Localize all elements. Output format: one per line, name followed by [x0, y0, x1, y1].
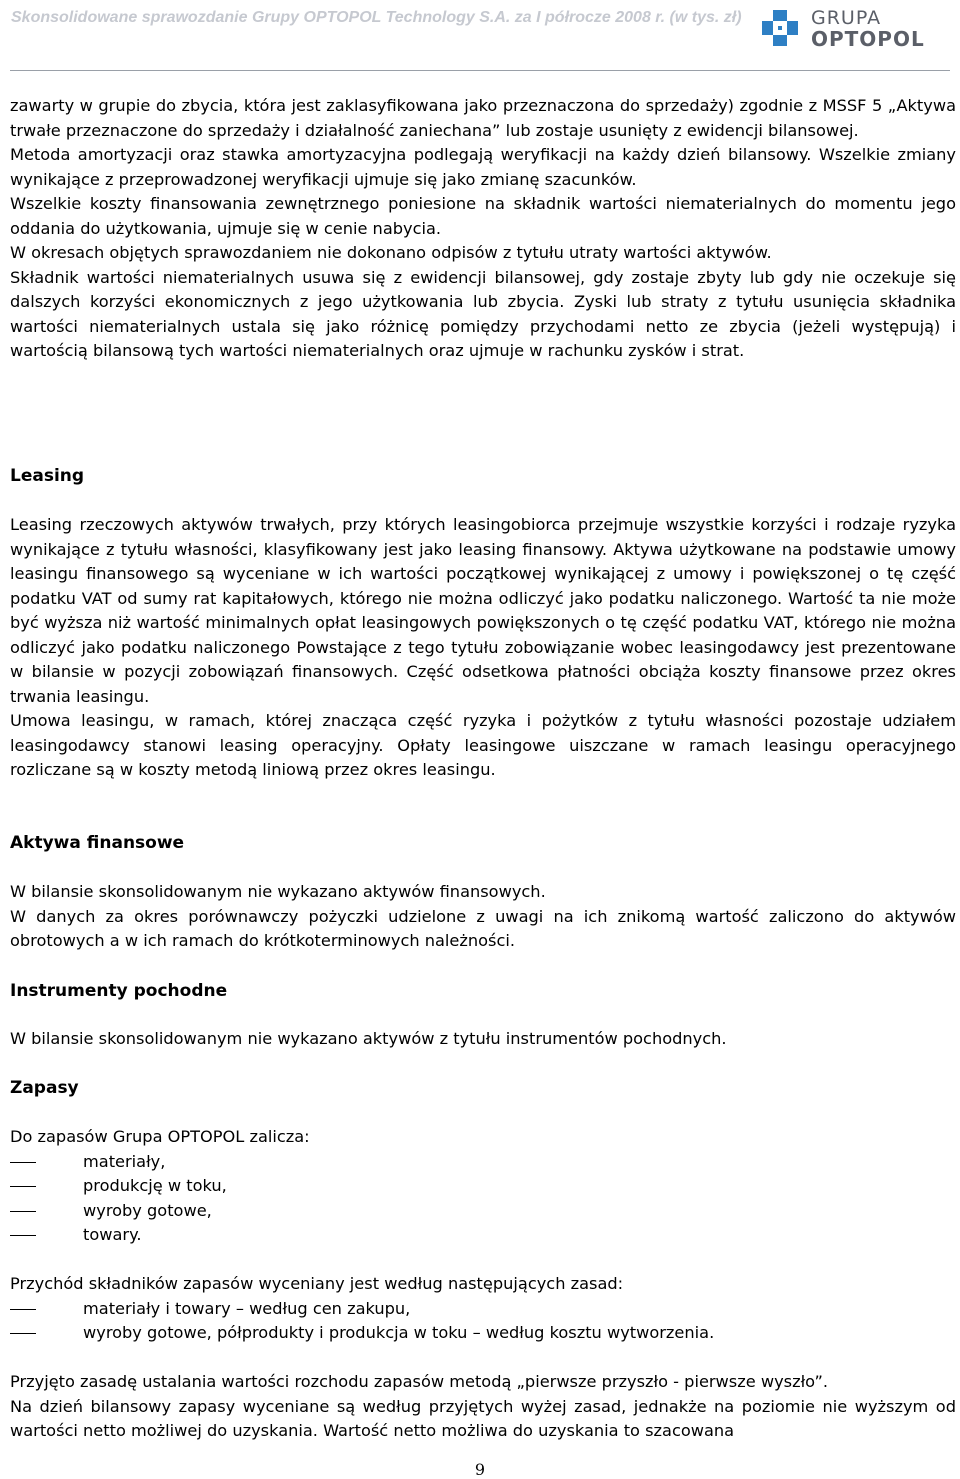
header-title: Skonsolidowane sprawozdanie Grupy OPTOPOL Technology S.A. za I półrocze 2008 r. (w tys. zł) — [11, 9, 742, 26]
intro-paragraph-5: Składnik wartości niematerialnych usuwa się z ewidencji bilansowej, gdy zostaje zbyty lub gdy nie oczekuje się dalszych korzyści ekonomicznych z jego użytkowania lub zbycia. Zyski lub straty z tytułu usunięcia składnika wartości niematerialnych ustala się jako różnicę pomiędzy przychodami netto ze zbycia (jeżeli występują) i wartością bilansową tych wartości niematerialnych oraz ujmuje w rachunku zysków i strat. — [10, 267, 956, 360]
heading-derivatives: Instrumenty pochodne — [10, 981, 228, 1001]
logo-line2: OPTOPOL — [811, 27, 925, 51]
financial-assets-paragraph-2: W danych za okres porównawczy pożyczki udzielone z uwagi na ich znikomą wartość zaliczono do aktywów obrotowych a w ich ramach do krótkoterminowych należności. — [10, 906, 956, 950]
list-item: produkcję w toku, — [10, 1174, 956, 1199]
leasing-paragraph-2: Umowa leasingu, w ramach, której znacząca część ryzyka i pożytków z tytułu własności pozostaje udziałem leasingodawcy stanowi leasing operacyjny. Opłaty leasingowe uiszczane w ramach leasingu operacyjnego rozliczane są w koszty metodą liniową przez okres leasingu. — [10, 711, 956, 779]
list-item: materiały, — [10, 1150, 956, 1175]
page-number: 9 — [474, 1460, 486, 1479]
inventory-intro: Do zapasów Grupa OPTOPOL zalicza: — [10, 1127, 310, 1146]
derivatives-section — [10, 1027, 956, 1052]
heading-financial-assets: Aktywa finansowe — [10, 833, 185, 853]
inventory-fifo — [10, 1370, 956, 1444]
list-item: wyroby gotowe, półprodukty i produkcja w toku – według kosztu wytworzenia. — [10, 1321, 956, 1346]
valuation-intro: Przychód składników zapasów wyceniany jest według następujących zasad: — [10, 1274, 624, 1293]
intro-paragraph-3: Wszelkie koszty finansowania zewnętrznego poniesione na składnik wartości niematerialnych do momentu jego oddania do użytkowania, ujmuje się w cenie nabycia. — [10, 194, 956, 238]
leasing-section — [10, 513, 956, 783]
intro-paragraph-4: W okresach objętych sprawozdaniem nie dokonano odpisów z tytułu utraty wartości aktywów. — [10, 243, 772, 262]
net-value-paragraph: Na dzień bilansowy zapasy wyceniane są według przyjętych wyżej zasad, jednakże na poziomie nie wyższym od wartości netto możliwej do uzyskania. Wartość netto możliwa do uzyskania to szacowana — [10, 1396, 956, 1440]
company-logo — [760, 6, 940, 56]
financial-assets-paragraph-1: W bilansie skonsolidowanym nie wykazano aktywów finansowych. — [10, 882, 546, 901]
logo-cross-icon — [760, 8, 800, 48]
derivatives-paragraph-1: W bilansie skonsolidowanym nie wykazano aktywów z tytułu instrumentów pochodnych. — [10, 1029, 727, 1048]
heading-inventory: Zapasy — [10, 1078, 79, 1098]
list-item: materiały i towary – według cen zakupu, — [10, 1297, 956, 1322]
intro-paragraph-1: zawarty w grupie do zbycia, która jest zaklasyfikowana jako przeznaczona do sprzedaży) zgodnie z MSSF 5 „Aktywa trwałe przeznaczone do sprzedaży i działalność zaniechana” lub zostaje usunięty z ewidencji bilansowej. — [10, 96, 956, 140]
list-item: towary. — [10, 1223, 956, 1248]
inventory-section — [10, 1125, 956, 1248]
intro-paragraph-2: Metoda amortyzacji oraz stawka amortyzacyjna podlegają weryfikacji na każdy dzień bilansowy. Wszelkie zmiany wynikające z przeprowadzonej weryfikacji ujmuje się jako zmianę szacunków. — [10, 145, 956, 189]
leasing-paragraph-1: Leasing rzeczowych aktywów trwałych, przy których leasingobiorca przejmuje wszystkie korzyści i rodzaje ryzyka wynikające z tytułu własności, klasyfikowany jest jako leasing finansowy. Aktywa użytkowane na podstawie umowy leasingu finansowego są wyceniane w ich wartości początkowej wynikającej z umowy i powiększonej o tę część podatku VAT od sumy rat kapitałowych, którego nie można odliczyć jako podatku naliczonego. Wartość ta nie może być wyższa niż wartość minimalnych opłat leasingowych powiększonych o tę część podatku VAT, którego nie można odliczyć jako podatku naliczonego Powstające z tego tytułu zobowiązanie wobec leasingodawcy jest prezentowane w bilansie w pozycji zobowiązań finansowych. Część odsetkowa płatności obciąża koszty finansowe przez okres trwania leasingu. — [10, 515, 956, 706]
header-divider — [10, 70, 950, 71]
page-header — [0, 0, 960, 74]
financial-assets-section — [10, 880, 956, 954]
list-item: wyroby gotowe, — [10, 1199, 956, 1224]
fifo-paragraph: Przyjęto zasadę ustalania wartości rozchodu zapasów metodą „pierwsze przyszło - pierwsze wyszło”. — [10, 1372, 829, 1391]
inventory-valuation — [10, 1272, 956, 1346]
heading-leasing: Leasing — [10, 466, 85, 486]
intro-section — [10, 94, 956, 364]
logo-line1: GRUPA — [811, 7, 882, 29]
